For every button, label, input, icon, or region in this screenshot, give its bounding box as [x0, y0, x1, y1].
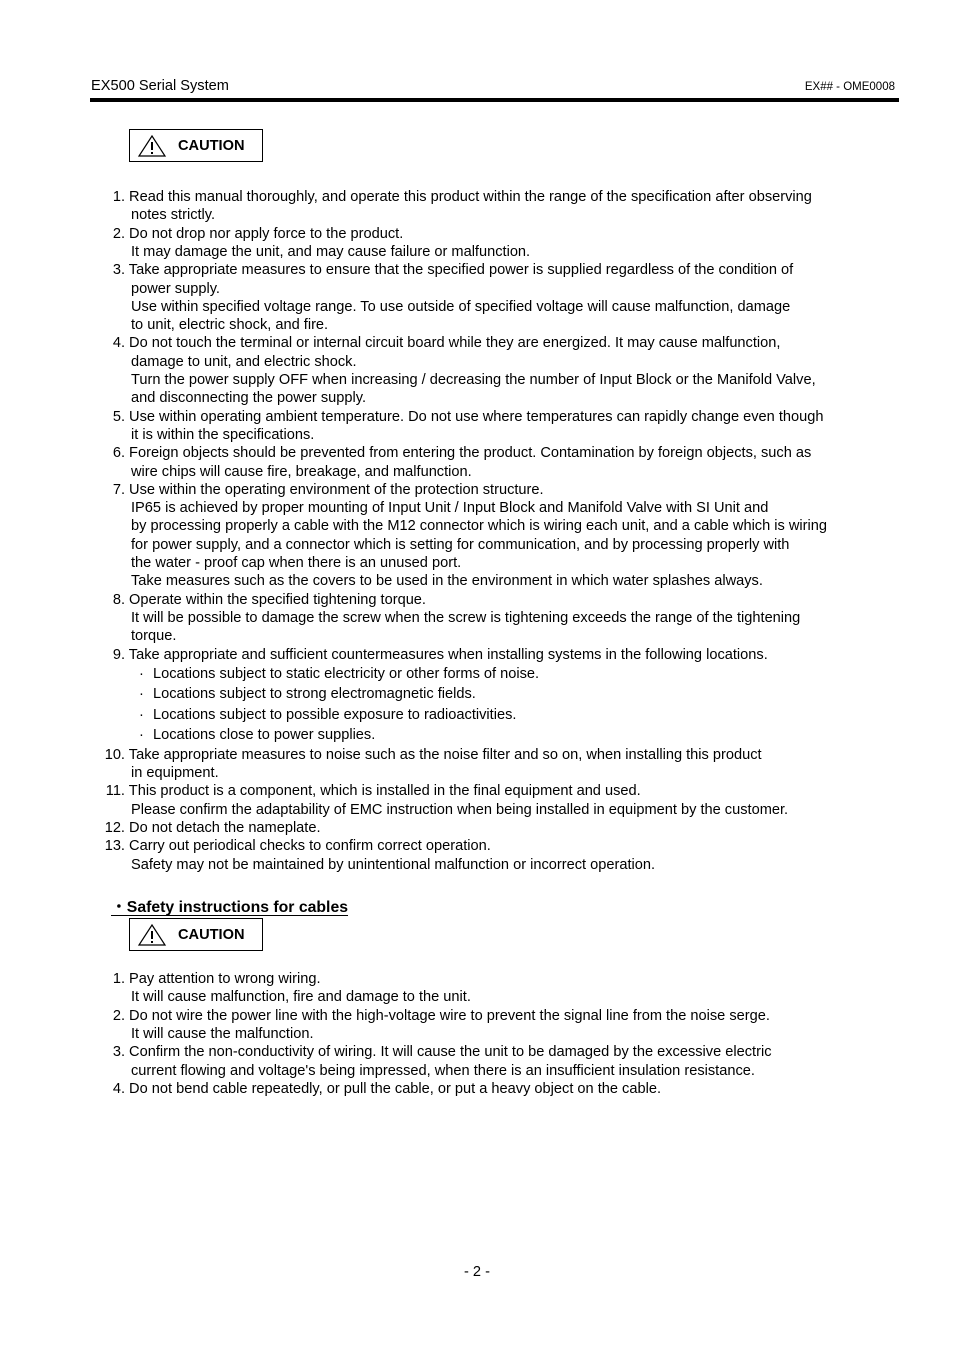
bullet-dot-icon: · — [139, 706, 144, 723]
list-item-text: This product is a component, which is installed in the final equipment and used. — [125, 783, 641, 800]
list-item-continuation-line: Turn the power supply OFF when increasing / decreasing the number of Input Block or the Manifold Valve, — [131, 372, 816, 388]
list-item-continuation-line: wire chips will cause fire, breakage, and malfunction. — [131, 463, 472, 480]
list-item-continuation-line: It will cause malfunction, fire and damage to the unit. — [131, 989, 471, 1006]
list-item-continuation-line: It will cause the malfunction. — [131, 1025, 314, 1042]
bullet-dot-icon: · — [139, 665, 144, 682]
list-item-continuation-line: Take measures such as the covers to be used in the environment in which water splashes always. — [131, 573, 763, 590]
list-item-first-line — [113, 591, 426, 609]
list-item-first-line — [113, 225, 403, 243]
warning-triangle-icon — [137, 134, 167, 158]
list-item-first-line — [113, 1080, 661, 1098]
list-item-text: Do not wire the power line with the high-voltage wire to prevent the signal line from the noise serge. — [125, 1007, 770, 1024]
list-item-text: Do not detach the nameplate. — [125, 820, 321, 836]
caution-banner-cables — [129, 918, 263, 951]
list-item-continuation-line: to unit, electric shock, and fire. — [131, 317, 329, 334]
list-item-text: Use within operating ambient temperature. Do not use where temperatures can rapidly change even though — [125, 408, 824, 425]
list-item-text: Read this manual thoroughly, and operate this product within the range of the specification after observing — [125, 189, 812, 205]
list-item-first-line — [105, 819, 321, 837]
list-item-first-line — [113, 188, 812, 206]
list-item-continuation-line: torque. — [131, 628, 177, 645]
list-item-continuation-line: It may damage the unit, and may cause failure or malfunction. — [131, 243, 531, 260]
bullet-text: Locations subject to static electricity or other forms of noise. — [153, 665, 540, 682]
list-item-text: Do not bend cable repeatedly, or pull the cable, or put a heavy object on the cable. — [125, 1080, 661, 1097]
list-item-continuation-line: the water - proof cap when there is an unused port. — [131, 555, 462, 571]
caution-label: CAUTION — [178, 927, 245, 943]
bullet-text: Locations subject to strong electromagnetic fields. — [153, 686, 476, 703]
bullet-text: Locations subject to possible exposure to radioactivities. — [153, 706, 517, 723]
list-item-first-line — [113, 444, 811, 462]
list-item-text: Operate within the specified tightening torque. — [125, 591, 426, 608]
list-item-first-line — [113, 970, 321, 988]
list-item-number: 3. — [112, 1044, 125, 1061]
list-item-text: Take appropriate and sufficient countermeasures when installing systems in the following locations. — [125, 646, 768, 663]
bullet-item — [139, 685, 476, 703]
list-item-first-line — [105, 746, 762, 764]
list-item-number: 1. — [112, 189, 125, 205]
page-number: - 2 - — [464, 1264, 490, 1280]
list-item-first-line — [113, 334, 781, 352]
list-item-number: 4. — [112, 1080, 125, 1097]
list-item-number: 1. — [112, 971, 125, 987]
document-id: EX## - OME0008 — [804, 81, 895, 93]
list-item-number: 8. — [112, 591, 125, 608]
list-item-continuation-line: power supply. — [131, 280, 220, 297]
list-item-first-line — [113, 1043, 772, 1061]
list-item-continuation-line: notes strictly. — [131, 207, 216, 224]
list-item-continuation-line: Use within specified voltage range. To use outside of specified voltage will cause malfunction, damage — [131, 298, 791, 315]
list-item-number: 2. — [112, 1007, 125, 1024]
list-item-text: Foreign objects should be prevented from entering the product. Contamination by foreign objects, such as — [125, 445, 812, 462]
list-item-continuation-line: by processing properly a cable with the M12 connector which is wiring each unit, and a cable which is wiring — [131, 518, 827, 535]
list-item-first-line — [113, 1007, 770, 1025]
bullet-item — [139, 665, 539, 683]
bullet-dot-icon: · — [139, 686, 144, 703]
list-item-first-line — [113, 646, 768, 664]
list-item-text: Do not touch the terminal or internal circuit board while they are energized. It may cause malfunction, — [125, 335, 781, 352]
list-item-number: 10. — [104, 746, 125, 763]
list-item-first-line — [106, 782, 641, 800]
list-item-continuation-line: It will be possible to damage the screw when the screw is tightening exceeds the range of the tightening — [131, 609, 801, 626]
list-item-number: 7. — [112, 481, 125, 498]
bullet-dot-icon: · — [139, 727, 144, 744]
list-item-first-line — [113, 481, 544, 499]
list-item-first-line — [105, 837, 491, 855]
list-item-text: Take appropriate measures to noise such as the noise filter and so on, when installing this product — [125, 746, 762, 763]
list-item-continuation-line: for power supply, and a connector which is setting for communication, and by processing properly with — [131, 536, 790, 553]
list-item-continuation-line: in equipment. — [131, 765, 219, 782]
caution-label: CAUTION — [178, 138, 245, 154]
list-item-number: 2. — [112, 225, 125, 242]
bullet-text: Locations close to power supplies. — [153, 727, 376, 744]
list-item-continuation-line: and disconnecting the power supply. — [131, 390, 367, 407]
list-item-text: Take appropriate measures to ensure that the specified power is supplied regardless of the condition of — [125, 262, 794, 279]
bullet-item — [139, 706, 516, 724]
list-item-text: Pay attention to wrong wiring. — [125, 971, 321, 987]
list-item-number: 6. — [112, 445, 125, 462]
list-item-text: Carry out periodical checks to confirm correct operation. — [125, 838, 491, 855]
list-item-text: Use within the operating environment of the protection structure. — [125, 481, 544, 498]
list-item-continuation-line: IP65 is achieved by proper mounting of Input Unit / Input Block and Manifold Valve with SI Unit and — [131, 500, 769, 517]
list-item-continuation-line: Safety may not be maintained by unintentional malfunction or incorrect operation. — [131, 856, 656, 873]
list-item-number: 3. — [112, 262, 125, 279]
list-item-first-line — [113, 261, 793, 279]
document-title: EX500 Serial System — [91, 78, 229, 94]
list-item-text: Do not drop nor apply force to the product. — [125, 225, 404, 242]
caution-banner — [129, 129, 263, 162]
list-item-continuation-line: Please confirm the adaptability of EMC instruction when being installed in equipment by the customer. — [131, 801, 789, 818]
header-divider — [90, 98, 899, 102]
list-item-continuation-line: it is within the specifications. — [131, 426, 315, 443]
list-item-continuation-line: current flowing and voltage's being impressed, when there is an insufficient insulation resistance. — [131, 1062, 755, 1079]
list-item-number: 5. — [112, 408, 125, 425]
list-item-number: 12. — [104, 820, 125, 836]
list-item-number: 13. — [104, 838, 125, 855]
section-title-cables: ・Safety instructions for cables — [111, 899, 349, 916]
list-item-number: 4. — [112, 335, 125, 352]
bullet-item — [139, 726, 375, 744]
list-item-continuation-line: damage to unit, and electric shock. — [131, 353, 357, 370]
list-item-number: 11. — [105, 783, 125, 800]
list-item-first-line — [113, 408, 824, 426]
list-item-number: 9. — [112, 646, 125, 663]
warning-triangle-icon — [137, 923, 167, 947]
list-item-text: Confirm the non-conductivity of wiring. It will cause the unit to be damaged by the excessive electric — [125, 1044, 772, 1061]
